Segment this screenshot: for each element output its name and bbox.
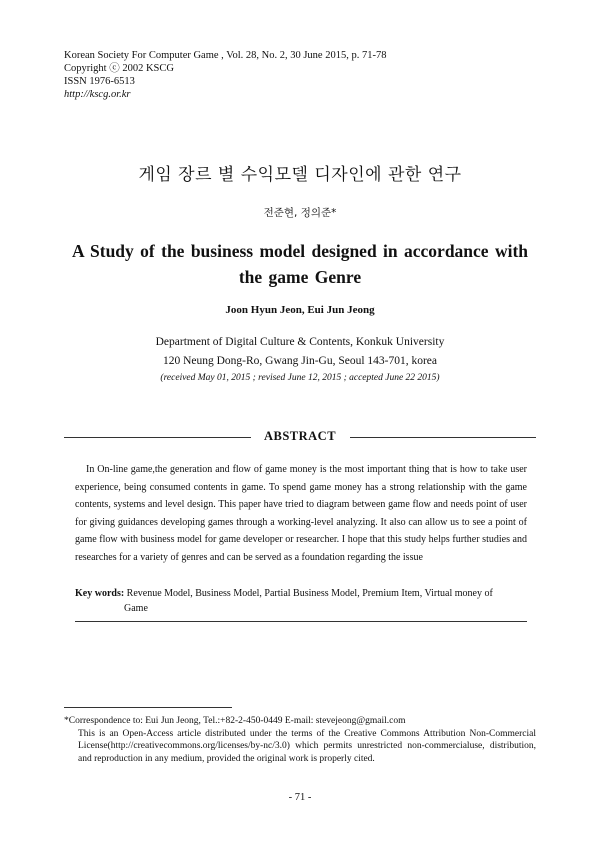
keywords-line2: Game <box>124 603 148 614</box>
footnote-license: This is an Open-Access article distributed under the terms of the Creative Commons Attribution Non-Commercial License(http://creativecommons.org/licenses/by-nc/3.0) which permits unrestricted non-commercialuse, distribution, and reproduction in any medium, provided the original work is properly cited. <box>78 728 536 764</box>
footnote-correspondence: *Correspondence to: Eui Jun Jeong, Tel.:+82-2-450-0449 E-mail: stevejeong@gmail.com <box>64 716 406 726</box>
copyright-line: Copyright ⓒ 2002 KSCG <box>64 63 174 74</box>
english-authors: Joon Hyun Jeon, Eui Jun Jeong <box>225 304 375 316</box>
keywords-rule <box>75 621 527 622</box>
issn-line: ISSN 1976-6513 <box>64 76 135 87</box>
page-number: - 71 - <box>288 792 312 803</box>
korean-title: 게임 장르 별 수익모델 디자인에 관한 연구 <box>138 165 462 185</box>
journal-citation: Korean Society For Computer Game , Vol. 28, No. 2, 30 June 2015, p. 71-78 <box>64 50 387 61</box>
keywords-label: Key words: <box>75 588 125 599</box>
submission-dates: (received May 01, 2015 ; revised June 12, 2015 ; accepted June 22 2015) <box>160 373 440 383</box>
korean-authors: 전준현, 정의준* <box>263 207 337 219</box>
footnote <box>64 715 536 765</box>
affiliation-department: Department of Digital Culture & Contents, Konkuk University <box>155 336 445 348</box>
english-title: A Study of the business model designed in accordance with the game Genre <box>71 241 529 287</box>
affiliation-address: 120 Neung Dong-Ro, Gwang Jin-Gu, Seoul 143-701, korea <box>162 355 438 367</box>
footnote-rule <box>64 707 232 708</box>
journal-url[interactable]: http://kscg.or.kr <box>64 89 131 100</box>
abstract-body: In On-line game,the generation and flow of game money is the most important thing that is how to take user experience, being consumed contents in game. To spend game money has a strong relationship with the game contents, systems and level design. This paper have tried to diagram between game flow and needs point of user for giving guidances developing games through a working-level analyzing. It also can allow us to see a point of game flow with business model for game developer or researcher. I hope that this study helps further studies and researches for a variety of genres and can be served as a foundation regarding the issue <box>75 464 527 563</box>
keywords-line1: Revenue Model, Business Model, Partial Business Model, Premium Item, Virtual money of <box>126 588 493 599</box>
abstract-heading: ABSTRACT <box>263 429 337 443</box>
keywords-block <box>75 586 527 616</box>
abstract-rule-right <box>350 437 536 438</box>
